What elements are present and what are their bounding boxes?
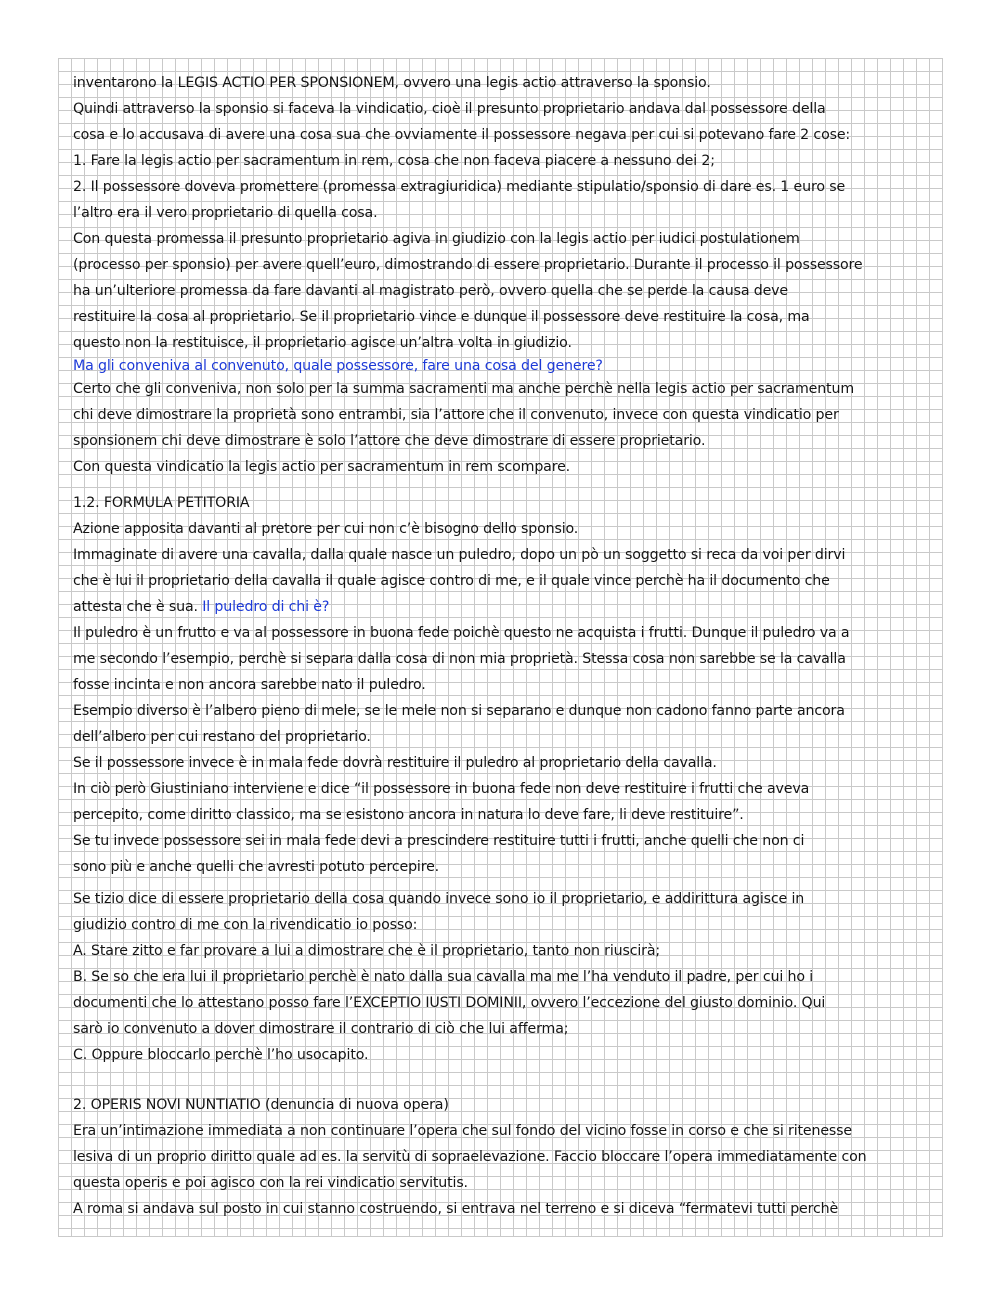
text-line: ha un’ulteriore promessa da fare davanti al magistrato però, ovvero quella che se perde la causa deve xyxy=(73,283,789,299)
text-line: cosa e lo accusava di avere una cosa sua che ovviamente il possessore negava per cui si potevano fare 2 cose: xyxy=(73,127,851,143)
text-line: restituire la cosa al proprietario. Se il proprietario vince e dunque il possessore deve restituire la cosa, ma xyxy=(73,309,810,325)
text-line: Se il possessore invece è in mala fede dovrà restituire il puledro al proprietario della cavalla. xyxy=(73,755,717,771)
text-line: A roma si andava sul posto in cui stanno costruendo, si entrava nel terreno e si diceva “fermatevi tutti perchè xyxy=(73,1201,839,1217)
text-line: 2. Il possessore doveva promettere (promessa extragiuridica) mediante stipulatio/sponsio di dare es. 1 euro se xyxy=(73,179,846,195)
text-line: C. Oppure bloccarlo perchè l’ho usocapito. xyxy=(73,1047,369,1063)
text-line: Il puledro è un frutto e va al possessore in buona fede poichè questo ne acquista i frutti. Dunque il puledro va a xyxy=(73,625,850,641)
text-line: giudizio contro di me con la rivendicatio io posso: xyxy=(73,917,418,933)
text-line: sono più e anche quelli che avresti potuto percepire. xyxy=(73,859,440,875)
text-line: Esempio diverso è l’albero pieno di mele, se le mele non si separano e dunque non cadono fanno parte ancora xyxy=(73,703,845,719)
text-line: l’altro era il vero proprietario di quella cosa. xyxy=(73,205,378,221)
text-line: questo non la restituisce, il proprietario agisce un’altra volta in giudizio. xyxy=(73,335,572,351)
text-line: Se tizio dice di essere proprietario della cosa quando invece sono io il proprietario, e addirittura agisce in xyxy=(73,891,805,907)
text-line: B. Se so che era lui il proprietario perchè è nato dalla sua cavalla ma me l’ha venduto il padre, per cui ho i xyxy=(73,969,814,985)
text-line: questa operis e poi agisco con la rei vindicatio servitutis. xyxy=(73,1175,468,1191)
text-line: percepito, come diritto classico, ma se esistono ancora in natura lo deve fare, li deve restituire”. xyxy=(73,807,744,823)
text-line: Certo che gli conveniva, non solo per la summa sacramenti ma anche perchè nella legis actio per sacramentum xyxy=(73,381,854,397)
handwritten-notes xyxy=(73,70,945,1222)
text-line: In ciò però Giustiniano interviene e dice “il possessore in buona fede non deve restituire i frutti che aveva xyxy=(73,781,810,797)
text-line: fosse incinta e non ancora sarebbe nato il puledro. xyxy=(73,677,426,693)
text-line: dell’albero per cui restano del proprietario. xyxy=(73,729,371,745)
question-segment: Il puledro di chi è? xyxy=(202,599,330,615)
spacer xyxy=(73,480,945,490)
text-line: sponsionem chi deve dimostrare è solo l’attore che deve dimostrare di essere proprietario. xyxy=(73,433,706,449)
text-segment: attesta che è sua. xyxy=(73,599,198,615)
section-heading: 1.2. FORMULA PETITORIA xyxy=(73,495,250,511)
text-line: A. Stare zitto e far provare a lui a dimostrare che è il proprietario, tanto non riuscirà; xyxy=(73,943,661,959)
text-line: Azione apposita davanti al pretore per cui non c’è bisogno dello sponsio. xyxy=(73,521,579,537)
text-line: (processo per sponsio) per avere quell’euro, dimostrando di essere proprietario. Durante il processo il possessore xyxy=(73,257,863,273)
text-line: 1. Fare la legis actio per sacramentum in rem, cosa che non faceva piacere a nessuno dei 2; xyxy=(73,153,715,169)
text-line: Era un’intimazione immediata a non continuare l’opera che sul fondo del vicino fosse in corso e che si ritenesse xyxy=(73,1123,852,1139)
text-line-with-question xyxy=(73,594,945,620)
text-line: me secondo l’esempio, perchè si separa dalla cosa di non mia proprietà. Stessa cosa non sarebbe se la cavalla xyxy=(73,651,846,667)
text-line: Se tu invece possessore sei in mala fede devi a prescindere restituire tutti i frutti, anche quelli che non ci xyxy=(73,833,805,849)
question-line: Ma gli conveniva al convenuto, quale possessore, fare una cosa del genere? xyxy=(73,358,603,374)
section-heading: 2. OPERIS NOVI NUNTIATIO (denuncia di nuova opera) xyxy=(73,1097,449,1113)
text-line: Con questa promessa il presunto proprietario agiva in giudizio con la legis actio per iudici postulationem xyxy=(73,231,800,247)
spacer xyxy=(73,1068,945,1092)
text-line: chi deve dimostrare la proprietà sono entrambi, sia l’attore che il convenuto, invece con questa vindicatio per xyxy=(73,407,839,423)
text-line: lesiva di un proprio diritto quale ad es. la servitù di sopraelevazione. Faccio bloccare l’opera immediatamente con xyxy=(73,1149,867,1165)
text-line: Immaginate di avere una cavalla, dalla quale nasce un puledro, dopo un pò un soggetto si reca da voi per dirvi xyxy=(73,547,846,563)
text-line: che è lui il proprietario della cavalla il quale agisce contro di me, e il quale vince perchè ha il documento che xyxy=(73,573,830,589)
text-line: Con questa vindicatio la legis actio per sacramentum in rem scompare. xyxy=(73,459,571,475)
text-line: Quindi attraverso la sponsio si faceva la vindicatio, cioè il presunto proprietario andava dal possessore della xyxy=(73,101,826,117)
text-line: inventarono la LEGIS ACTIO PER SPONSIONEM, ovvero una legis actio attraverso la sponsio. xyxy=(73,75,711,91)
text-line: documenti che lo attestano posso fare l’EXCEPTIO IUSTI DOMINII, ovvero l’eccezione del giusto dominio. Qui xyxy=(73,995,826,1011)
text-line: sarò io convenuto a dover dimostrare il contrario di ciò che lui afferma; xyxy=(73,1021,569,1037)
